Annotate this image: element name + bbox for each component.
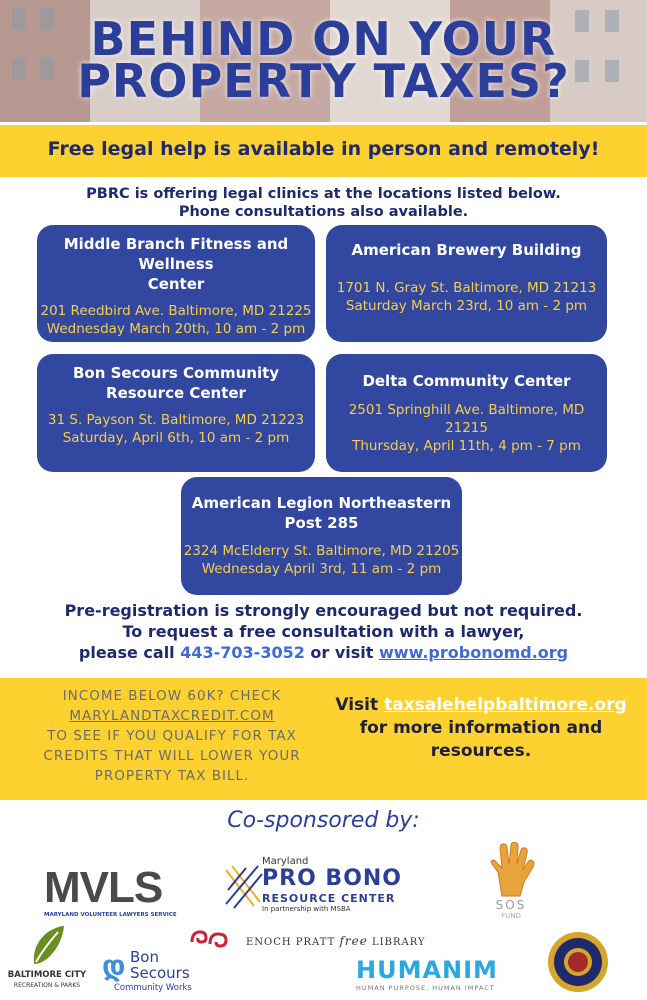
clinic-card	[326, 225, 607, 342]
clinic-name-line: American Legion Northeastern	[191, 494, 452, 512]
visit-line-3: resources.	[430, 741, 532, 761]
tax-credit-link[interactable]: MARYLANDTAXCREDIT.COM	[69, 708, 275, 724]
pratt-swirl-icon	[188, 928, 234, 952]
clinic-address: 201 Reedbird Ave. Baltimore, MD 21225	[40, 303, 312, 319]
mvls-logo	[44, 863, 177, 920]
enoch-pratt-logo	[188, 928, 428, 954]
pratt-text: ENOCH PRATT	[246, 937, 340, 948]
bcrp-title: BALTIMORE CITY	[7, 970, 87, 980]
cosponsored-heading: Co-sponsored by:	[227, 808, 420, 833]
bon-secours-subtitle: Community Works	[114, 983, 192, 993]
hand-icon	[484, 842, 540, 898]
pbrc-lines-icon	[224, 860, 264, 910]
clinic-card	[37, 354, 315, 472]
clinic-name	[37, 363, 315, 403]
pratt-text: LIBRARY	[367, 937, 426, 948]
baltimore-city-rec-parks-logo	[4, 924, 90, 996]
mvls-wordmark: MVLS	[44, 863, 163, 912]
cta-line-2: To request a free consultation with a lawyer,	[122, 622, 525, 641]
intro-line-1: PBRC is offering legal clinics at the locations listed below.	[86, 186, 561, 202]
clinic-card	[181, 477, 462, 595]
clinic-card	[37, 225, 315, 342]
bon-secours-mark-icon: დ	[102, 949, 126, 982]
clinic-name: Delta Community Center	[362, 372, 571, 390]
pbrc-logo	[224, 854, 414, 918]
header-photo	[0, 0, 647, 122]
title-line-1: BEHIND ON YOUR	[90, 12, 557, 66]
banner-text: Free legal help is available in person and remotely!	[47, 138, 600, 160]
bon-secours-logo	[100, 946, 200, 996]
clinic-name-line: Middle Branch Fitness and Wellness	[63, 235, 289, 273]
sos-subtitle: FUND	[501, 912, 521, 920]
sos-fund-logo	[482, 842, 540, 924]
clinic-time: Saturday March 23rd, 10 am - 2 pm	[345, 298, 588, 314]
income-line: CREDITS THAT WILL LOWER YOUR	[43, 748, 301, 764]
income-info	[36, 686, 308, 786]
pbrc-main: PRO BONO	[262, 866, 403, 891]
cta-text: or visit	[304, 643, 380, 662]
intro-text	[0, 185, 647, 221]
humanim-logo	[356, 956, 514, 998]
visit-text: Visit	[335, 695, 385, 715]
pbrc-state: Maryland	[262, 856, 309, 867]
leaf-icon	[28, 924, 68, 968]
pbrc-sub: RESOURCE CENTER	[262, 892, 396, 905]
clinic-time: Saturday, April 6th, 10 am - 2 pm	[62, 430, 290, 446]
visit-info	[318, 694, 644, 763]
bon-secours-word-1: Bon	[130, 948, 159, 966]
clinic-name: American Brewery Building	[351, 241, 582, 259]
clinic-name-line: Resource Center	[106, 384, 246, 402]
info-section	[0, 678, 647, 800]
pbrc-tagline: In partnership with MSBA	[262, 905, 351, 913]
probono-website-link[interactable]: www.probonomd.org	[379, 643, 569, 662]
humanim-tagline: HUMAN PURPOSE. HUMAN IMPACT	[356, 984, 495, 992]
bon-secours-word-2: Secours	[130, 964, 190, 982]
title-line-2: PROPERTY TAXES?	[77, 54, 570, 108]
clinic-address: 31 S. Payson St. Baltimore, MD 21223	[47, 412, 305, 428]
legion-emblem-icon	[546, 930, 610, 994]
call-to-action	[0, 600, 647, 663]
bcrp-subtitle: RECREATION & PARKS	[13, 982, 81, 989]
income-line: TO SEE IF YOU QUALIFY FOR TAX	[47, 728, 297, 744]
humanim-wordmark: HUMANIM	[356, 956, 498, 984]
mvls-subtitle: MARYLAND VOLUNTEER LAWYERS SERVICE	[44, 912, 177, 918]
clinic-time: Wednesday April 3rd, 11 am - 2 pm	[201, 561, 442, 577]
income-line: INCOME BELOW 60K? CHECK	[62, 688, 282, 704]
cta-line-3	[0, 642, 647, 663]
income-line: PROPERTY TAX BILL.	[94, 768, 250, 784]
clinic-name	[37, 234, 315, 294]
pratt-wordmark	[246, 934, 426, 948]
sos-wordmark: SOS	[495, 898, 527, 912]
intro-line-2: Phone consultations also available.	[178, 204, 469, 220]
banner	[0, 125, 647, 177]
clinic-address: 1701 N. Gray St. Baltimore, MD 21213	[336, 280, 597, 296]
clinic-name-line: Center	[147, 275, 205, 293]
visit-line-2: for more information and	[359, 718, 603, 738]
clinic-card	[326, 354, 607, 472]
taxsale-website-link[interactable]: taxsalehelpbaltimore.org	[384, 695, 627, 715]
clinic-time: Thursday, April 11th, 4 pm - 7 pm	[352, 438, 581, 454]
clinic-time: Wednesday March 20th, 10 am - 2 pm	[46, 321, 306, 337]
american-legion-logo	[546, 930, 610, 994]
clinic-name	[181, 493, 462, 533]
cta-line-1: Pre-registration is strongly encouraged but not required.	[64, 601, 583, 620]
clinic-name-line: Post 285	[284, 514, 359, 532]
clinic-name-line: Bon Secours Community	[72, 364, 280, 382]
clinic-address: 2501 Springhill Ave. Baltimore, MD 21215	[348, 402, 585, 436]
cta-text: please call	[78, 643, 181, 662]
clinic-address: 2324 McElderry St. Baltimore, MD 21205	[183, 543, 460, 559]
pratt-free: free	[339, 934, 368, 948]
page-title	[0, 12, 647, 108]
visit-line-1	[318, 694, 644, 717]
phone-number-link[interactable]: 443-703-3052	[180, 643, 305, 662]
